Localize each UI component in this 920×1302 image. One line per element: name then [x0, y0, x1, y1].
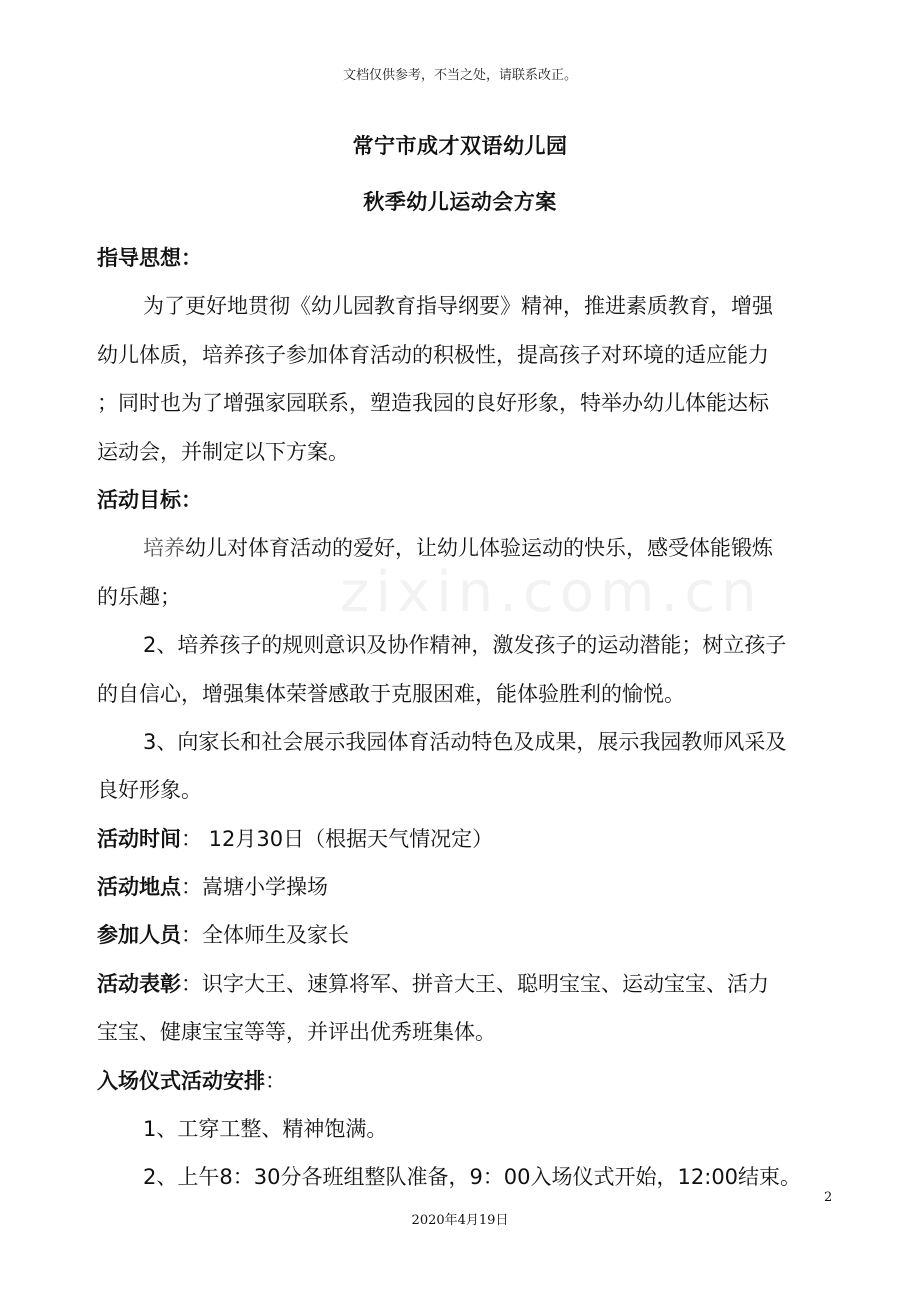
- activity-time-label: 活动时间: [97, 826, 181, 851]
- activity-place-label: 活动地点: [97, 875, 181, 900]
- entrance-label: 入场仪式活动安排: [97, 1068, 265, 1093]
- awards: [97, 960, 837, 1008]
- activity-place: [97, 863, 837, 911]
- section-heading-guiding: 指导思想：: [97, 246, 202, 270]
- goal-3-line: 3、向家长和社会展示我园体育活动特色及成果，展示我园教师风采及: [143, 729, 787, 754]
- participants-value: ：全体师生及家长: [181, 923, 349, 948]
- goal-1-line: [97, 524, 837, 572]
- entrance-item: 2、上午8：30分各班组整队准备，9：00入场仪式开始，12:00结束。: [143, 1165, 802, 1190]
- entrance-colon: ：: [265, 1068, 286, 1093]
- goal-1-line-2: 的乐趣；: [97, 584, 181, 609]
- goal-1-text: 幼儿对体育活动的爱好，让幼儿体验运动的快乐，感受体能锻炼: [185, 536, 773, 561]
- awards-value: ：识字大王、速算将军、拼音大王、聪明宝宝、运动宝宝、活力: [181, 971, 769, 996]
- participants: [97, 911, 837, 959]
- goal-3-line-2: 良好形象。: [97, 778, 202, 803]
- entrance-heading: [97, 1057, 837, 1105]
- document-body: [97, 234, 837, 1202]
- awards-label: 活动表彰: [97, 971, 181, 996]
- entrance-item: 1、工穿工整、精神饱满。: [143, 1117, 388, 1142]
- header-note: 文档仅供参考，不当之处，请联系改正。: [342, 68, 577, 83]
- section-heading-goals: 活动目标：: [97, 487, 202, 512]
- goal-1-prefix: 培养: [143, 536, 185, 561]
- footer-date: 2020年4月19日: [411, 1213, 509, 1228]
- activity-place-value: ：嵩塘小学操场: [181, 875, 328, 900]
- page-number: 2: [824, 1190, 833, 1205]
- activity-time-value: ： 12月30日（根据天气情况定）: [181, 826, 494, 851]
- goal-2-line-2: 的自信心，增强集体荣誉感敢于克服困难，能体验胜利的愉悦。: [97, 681, 685, 706]
- participants-label: 参加人员: [97, 923, 181, 948]
- paragraph-line: 运动会，并制定以下方案。: [97, 439, 349, 464]
- paragraph-line: 为了更好地贯彻《幼儿园教育指导纲要》精神，推进素质教育，增强: [143, 294, 773, 319]
- document-title: 常宁市成才双语幼儿园: [352, 134, 568, 158]
- watermark: zixin.com.cn: [340, 560, 763, 625]
- document-subtitle: 秋季幼儿运动会方案: [363, 190, 557, 214]
- activity-time: [97, 815, 837, 863]
- awards-line-2: 宝宝、健康宝宝等等，并评出优秀班集体。: [97, 1020, 496, 1045]
- goal-2-line: 2、培养孩子的规则意识及协作精神，激发孩子的运动潜能；树立孩子: [143, 633, 787, 658]
- paragraph-line: ；同时也为了增强家园联系，塑造我园的良好形象，特举办幼儿体能达标: [97, 391, 769, 416]
- paragraph-line: 幼儿体质，培养孩子参加体育活动的积极性，提高孩子对环境的适应能力: [97, 342, 769, 367]
